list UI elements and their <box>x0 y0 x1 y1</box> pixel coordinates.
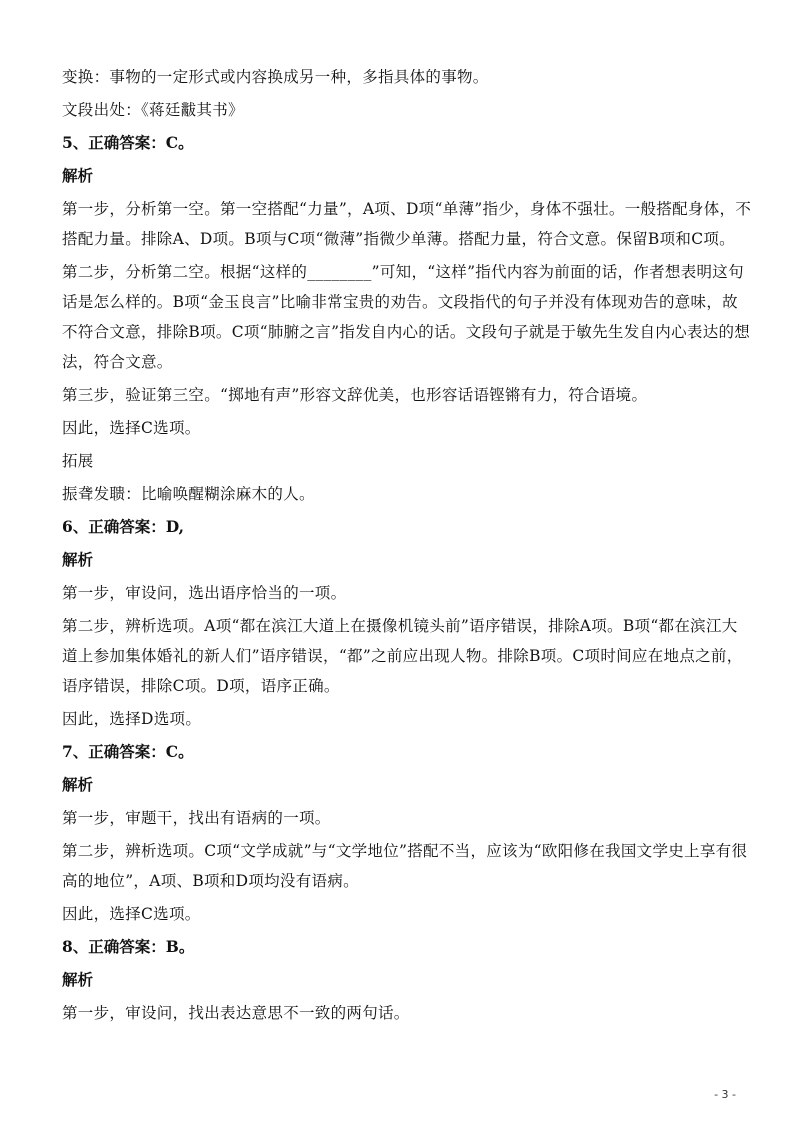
paragraph: 因此，选择D选项。 <box>62 710 202 728</box>
answer-heading: 7、正确答案：C。 <box>62 742 194 761</box>
paragraph: 第二步，分析第二空。根据“这样的________”可知，“这样”指代内容为前面的话，作者想表明这句话是怎么样的。B项“金玉良言”比喻非常宝贵的劝告。文段指代的句子并没有体现劝告的意味，故不符合文意，排除B项。C项“肺腑之言”指发自内心的话。文段句子就是于敏先生发自内心表达的想法，符合文意。 <box>62 263 751 371</box>
analysis-heading: 解析 <box>62 970 94 989</box>
answer-heading: 5、正确答案：C。 <box>62 133 194 152</box>
document-body <box>62 62 752 1031</box>
answer-heading: 6、正确答案：D, <box>62 517 185 536</box>
paragraph: 拓展 <box>62 452 94 470</box>
page-number: - 3 - <box>714 1088 736 1101</box>
answer-heading: 8、正确答案：B。 <box>62 937 195 956</box>
paragraph: 振聋发聩：比喻唤醒糊涂麻木的人。 <box>62 485 315 503</box>
paragraph: 第一步，审设问，选出语序恰当的一项。 <box>62 584 347 602</box>
paragraph: 变换：事物的一定形式或内容换成另一种，多指具体的事物。 <box>62 68 489 86</box>
paragraph: 第三步，验证第三空。“掷地有声”形容文辞优美，也形容话语铿锵有力，符合语境。 <box>62 386 648 404</box>
paragraph: 因此，选择C选项。 <box>62 419 201 437</box>
paragraph: 第二步，辨析选项。C项“文学成就”与“文学地位”搭配不当，应该为“欧阳修在我国文学史上享有很高的地位”，A项、B项和D项均没有语病。 <box>62 842 748 890</box>
paragraph: 文段出处：《蒋廷黻其书》 <box>62 101 244 119</box>
paragraph: 第一步，审题干，找出有语病的一项。 <box>62 809 331 827</box>
paragraph: 因此，选择C选项。 <box>62 905 201 923</box>
analysis-heading: 解析 <box>62 550 94 569</box>
analysis-heading: 解析 <box>62 775 94 794</box>
paragraph: 第二步，辨析选项。A项“都在滨江大道上在摄像机镜头前”语序错误，排除A项。B项“都在滨江大道上参加集体婚礼的新人们”语序错误，“都”之前应出现人物。排除B项。C项时间应在地点之前，语序错误，排除C项。D项，语序正确。 <box>62 617 743 695</box>
analysis-heading: 解析 <box>62 166 94 185</box>
paragraph: 第一步，审设问，找出表达意思不一致的两句话。 <box>62 1004 410 1022</box>
paragraph: 第一步，分析第一空。第一空搭配“力量”，A项、D项“单薄”指少，身体不强壮。一般搭配身体，不搭配力量。排除A、D项。B项与C项“微薄”指微少单薄。搭配力量，符合文意。保留B项和C项。 <box>62 200 752 248</box>
